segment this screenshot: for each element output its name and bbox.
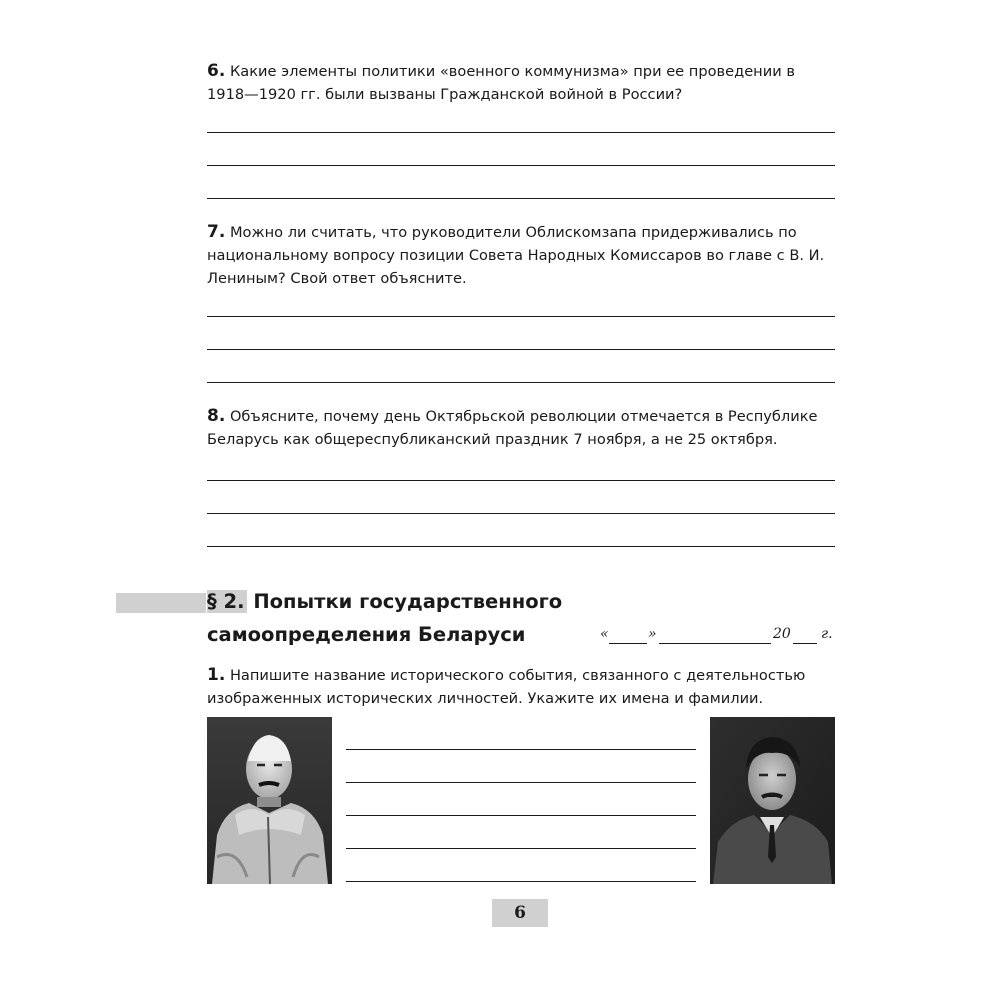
answer-line[interactable]: [207, 165, 835, 166]
portrait-photo-right: [710, 717, 835, 884]
date-field: [600, 626, 836, 648]
question-6: [207, 60, 835, 106]
question-text: Объясните, почему день Октябрьской революции отмечается в Республике Беларусь как общереспубликанский праздник 7 ноября, а не 25 октября.: [207, 408, 818, 448]
task-text: Напишите название исторического события, связанного с деятельностью изображенных исторических личностей. Укажите их имена и фамилии.: [207, 667, 806, 707]
question-8: [207, 405, 835, 451]
task-number: 1.: [207, 665, 226, 685]
section-title-line2: самоопределения Беларуси: [207, 623, 526, 646]
answer-line[interactable]: [207, 349, 835, 350]
question-number: 6.: [207, 61, 226, 81]
answer-line[interactable]: [207, 546, 835, 547]
section-title-line1: Попытки государственного: [253, 590, 563, 613]
page-number: 6: [514, 903, 526, 923]
answer-line[interactable]: [207, 316, 835, 317]
answer-line[interactable]: [346, 782, 696, 783]
date-month-blank[interactable]: [659, 643, 771, 644]
section-mark: § 2.: [207, 590, 245, 613]
section-title: [207, 590, 562, 613]
answer-line[interactable]: [346, 815, 696, 816]
section-marker-bar: [116, 593, 206, 613]
date-close-quote: »: [648, 626, 657, 642]
date-year-blank[interactable]: [793, 643, 817, 644]
question-text: Какие элементы политики «военного коммунизма» при ее проведении в 1918—1920 гг. были вызваны Гражданской войной в России?: [207, 63, 795, 103]
task-1: [207, 664, 835, 710]
date-year-suffix: г.: [821, 626, 833, 642]
question-text: Можно ли считать, что руководители Облискомзапа придерживались по национальному вопросу позиции Совета Народных Комиссаров во главе с В. И. Лениным? Свой ответ объясните.: [207, 224, 825, 287]
answer-line[interactable]: [207, 480, 835, 481]
answer-line[interactable]: [346, 848, 696, 849]
date-open-quote: «: [600, 626, 609, 642]
date-day-blank[interactable]: [609, 643, 647, 644]
answer-line[interactable]: [207, 132, 835, 133]
answer-line[interactable]: [346, 881, 696, 882]
question-7: [207, 221, 835, 290]
answer-line[interactable]: [207, 513, 835, 514]
question-number: 7.: [207, 222, 226, 242]
date-year-prefix: 20: [773, 626, 791, 642]
question-number: 8.: [207, 406, 226, 426]
portrait-photo-left: [207, 717, 332, 884]
answer-line[interactable]: [207, 382, 835, 383]
answer-line[interactable]: [207, 198, 835, 199]
answer-line[interactable]: [346, 749, 696, 750]
